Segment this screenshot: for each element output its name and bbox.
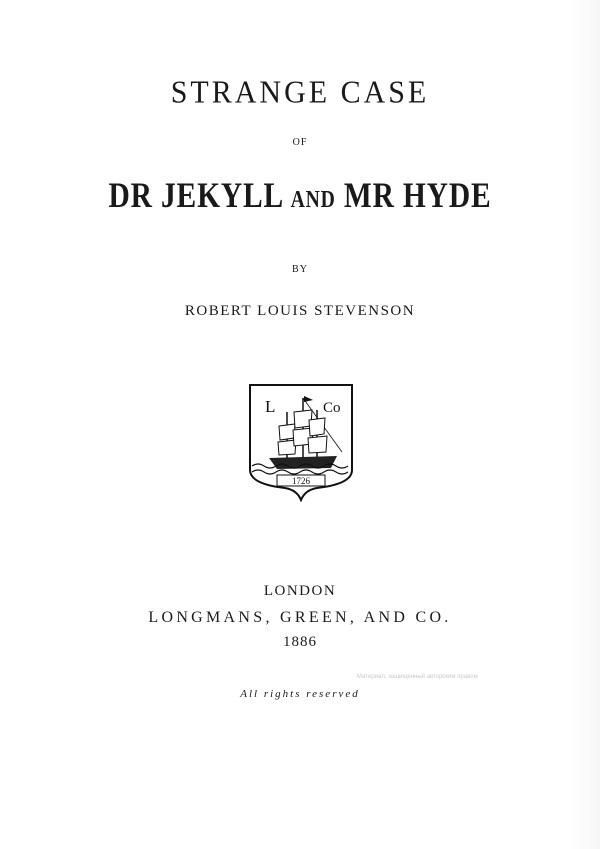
svg-text:Co: Co xyxy=(323,400,341,416)
publication-year: 1886 xyxy=(283,634,317,650)
by-label: BY xyxy=(292,264,308,275)
title-jekyll: DR JEKYLL xyxy=(108,175,283,215)
city: LONDON xyxy=(263,583,337,599)
publisher-ship-emblem-icon xyxy=(247,382,355,502)
svg-text:L: L xyxy=(265,397,276,416)
publisher: LONGMANS, GREEN, AND CO. xyxy=(148,609,452,626)
copyright-watermark: Материал, защищенный авторским правом xyxy=(357,674,478,680)
title-hyde: MR HYDE xyxy=(343,175,492,215)
title-and: AND xyxy=(290,187,336,213)
title-line-2 xyxy=(54,174,546,216)
page-edge-shadow xyxy=(570,0,600,849)
emblem-year: 1726 xyxy=(292,476,310,486)
title-line-1: STRANGE CASE xyxy=(170,75,430,110)
title-of: OF xyxy=(292,137,308,148)
author-name: ROBERT LOUIS STEVENSON xyxy=(184,303,416,319)
rights-notice: All rights reserved xyxy=(240,688,360,700)
